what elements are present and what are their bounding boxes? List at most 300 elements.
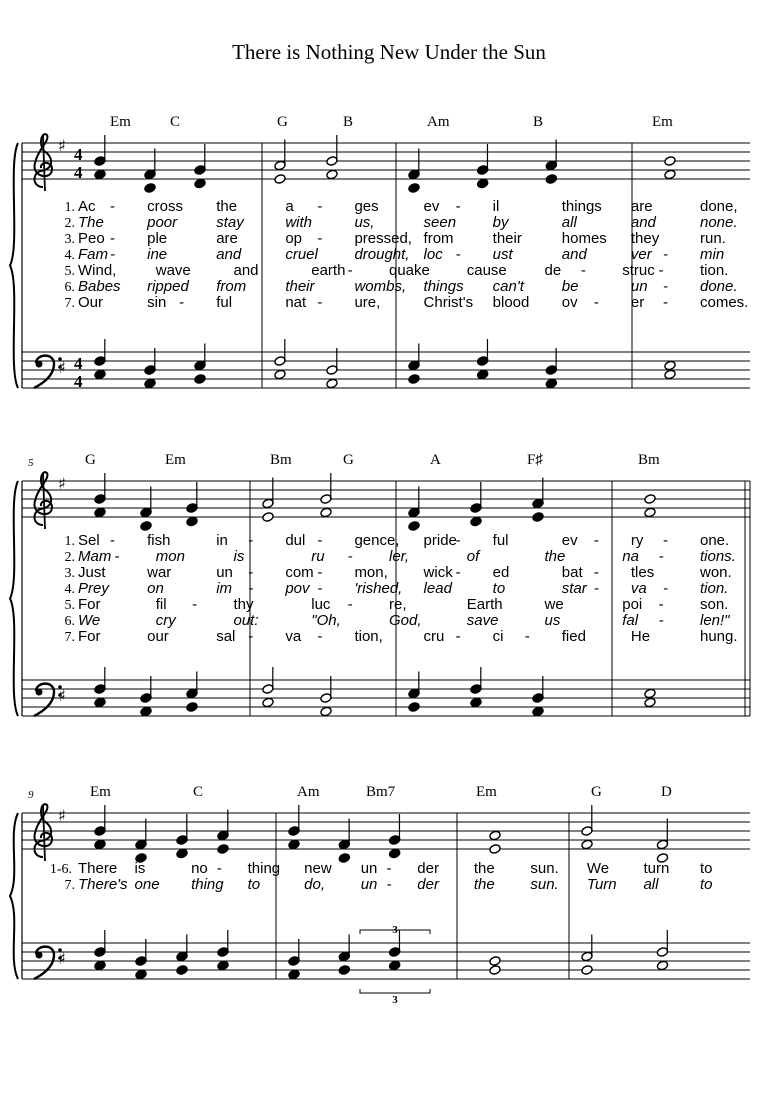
system-brace	[10, 143, 18, 388]
lyric-syllable: "Oh,	[311, 612, 341, 629]
note-head	[545, 378, 557, 389]
lyric-syllable: by	[492, 214, 509, 231]
lyric-syllable: ine	[147, 246, 168, 263]
lyric-syllable: all	[561, 214, 577, 231]
note-head	[288, 839, 300, 850]
lyric-hyphen: -	[658, 548, 664, 565]
lyric-syllable: war	[147, 564, 172, 581]
lyric-syllable: stay	[216, 214, 244, 231]
note-head	[194, 178, 206, 189]
note-head	[581, 965, 593, 976]
lyric-syllable: er	[630, 294, 645, 311]
lyric-syllable: wave	[155, 262, 191, 279]
lyric-syllable: Our	[78, 294, 104, 311]
lyric-hyphen: -	[662, 294, 668, 311]
lyric-hyphen: -	[317, 294, 323, 311]
note-head	[176, 965, 188, 976]
verse-number: 4.	[64, 248, 75, 263]
note-head	[186, 702, 198, 713]
lyric-syllable: won.	[700, 564, 732, 581]
chord-symbol: G	[85, 452, 96, 468]
lyric-syllable: fish	[147, 532, 171, 549]
lyric-syllable: is	[134, 860, 146, 877]
lyric-syllable: We	[586, 860, 610, 877]
chord-symbol: Bm	[638, 452, 660, 468]
measure-number: 9	[28, 789, 34, 801]
note-head	[94, 169, 106, 180]
lyric-hyphen: -	[455, 198, 461, 215]
triplet-bracket	[360, 989, 430, 993]
time-signature-top: 4	[74, 145, 83, 164]
verse-number: 1.	[64, 534, 75, 549]
lyric-syllable: none.	[700, 214, 738, 231]
lyric-syllable: be	[561, 278, 579, 295]
note-head	[186, 516, 198, 527]
note-head	[338, 965, 350, 976]
lyric-syllable: ple	[147, 230, 168, 247]
lyric-syllable: der	[417, 876, 439, 893]
chord-symbol: Em	[652, 114, 673, 130]
lyric-syllable: il	[492, 198, 500, 215]
note-head	[94, 839, 106, 850]
note-head	[320, 507, 332, 518]
lyric-syllable: fil	[155, 596, 167, 613]
note-head	[470, 516, 482, 527]
lyric-syllable: and	[216, 246, 242, 263]
lyric-syllable: are	[216, 230, 238, 247]
note-head	[489, 965, 501, 976]
note-head	[288, 969, 300, 980]
verse-number: 7.	[64, 296, 75, 311]
lyric-syllable: sal	[216, 628, 236, 645]
chord-symbol: F♯	[527, 452, 543, 468]
system-brace	[10, 481, 18, 716]
lyric-syllable: Babes	[78, 278, 121, 295]
lyric-syllable: can't	[492, 278, 524, 295]
lyric-hyphen: -	[662, 532, 668, 549]
lyric-syllable: ov	[561, 294, 578, 311]
lyric-syllable: sun.	[530, 860, 559, 877]
lyric-hyphen: -	[524, 628, 530, 645]
note-head	[144, 183, 156, 194]
chord-symbol: Em	[110, 114, 131, 130]
lyric-syllable: min	[700, 246, 725, 263]
lyric-syllable: sun.	[530, 876, 559, 893]
lyric-syllable: no	[191, 860, 208, 877]
verse-number: 4.	[64, 582, 75, 597]
lyric-syllable: ed	[492, 564, 510, 581]
lyric-syllable: and	[233, 262, 259, 279]
lyric-syllable: Fam	[78, 246, 108, 263]
lyric-syllable: un	[216, 564, 233, 581]
chord-symbol: C	[170, 114, 181, 130]
lyric-syllable: cry	[155, 612, 176, 629]
lyric-syllable: im	[216, 580, 233, 597]
note-head	[489, 844, 501, 855]
lyric-syllable: lead	[423, 580, 452, 597]
lyric-hyphen: -	[658, 596, 664, 613]
lyric-hyphen: -	[455, 246, 461, 263]
lyric-syllable: the	[473, 876, 495, 893]
lyric-syllable: de	[544, 262, 562, 279]
lyric-hyphen: -	[317, 198, 323, 215]
lyric-syllable: to	[700, 876, 713, 893]
chord-symbol: D	[661, 784, 672, 800]
time-signature-bottom: 4	[74, 372, 83, 391]
lyric-syllable: to	[247, 876, 261, 893]
note-head	[262, 512, 274, 523]
note-head	[545, 174, 557, 185]
verse-number: 5.	[64, 264, 75, 279]
lyric-syllable: va	[630, 580, 647, 597]
lyric-hyphen: -	[658, 612, 664, 629]
lyric-syllable: gence,	[354, 532, 400, 549]
key-signature-sharp-icon: ♯	[58, 136, 66, 155]
lyric-syllable: ci	[492, 628, 504, 645]
lyric-hyphen: -	[248, 580, 254, 597]
lyric-syllable: blood	[492, 294, 530, 311]
time-signature-top: 4	[74, 354, 83, 373]
lyric-syllable: thing	[247, 860, 281, 877]
lyric-hyphen: -	[580, 262, 586, 279]
lyric-syllable: Turn	[586, 876, 617, 893]
verse-number: 2.	[64, 550, 75, 565]
lyric-syllable: Prey	[78, 580, 109, 597]
lyric-hyphen: -	[593, 532, 599, 549]
lyric-hyphen: -	[593, 580, 599, 597]
bass-clef-dot	[36, 361, 43, 368]
lyric-syllable: God,	[389, 612, 422, 629]
lyric-syllable: tion.	[700, 580, 729, 597]
verse-number: 1.	[64, 200, 75, 215]
lyric-syllable: luc	[311, 596, 331, 613]
note-head	[388, 960, 400, 971]
note-head	[476, 369, 488, 380]
chord-symbol: A	[430, 452, 441, 468]
lyric-hyphen: -	[248, 564, 254, 581]
note-head	[644, 688, 656, 699]
lyric-syllable: they	[630, 230, 660, 247]
lyric-syllable: new	[304, 860, 332, 877]
chord-symbol: Am	[297, 784, 320, 800]
lyric-hyphen: -	[110, 198, 116, 215]
chord-symbol: G	[343, 452, 354, 468]
lyric-hyphen: -	[455, 564, 461, 581]
lyric-hyphen: -	[593, 564, 599, 581]
lyric-syllable: thing	[191, 876, 224, 893]
lyric-syllable: do,	[304, 876, 326, 893]
lyric-syllable: Christ's	[423, 294, 474, 311]
lyric-syllable: tles	[630, 564, 655, 581]
lyric-syllable: to	[492, 580, 506, 597]
lyric-syllable: un	[360, 860, 378, 877]
note-head	[532, 706, 544, 717]
verse-number: 2.	[64, 216, 75, 231]
lyric-syllable: seen	[423, 214, 457, 231]
lyric-syllable: cru	[423, 628, 445, 645]
verse-number: 7.	[64, 630, 75, 645]
lyric-syllable: hung.	[700, 628, 738, 645]
verse-number: 6.	[64, 614, 75, 629]
lyric-syllable: poi	[622, 596, 643, 613]
lyric-syllable: all	[643, 876, 659, 893]
lyric-syllable: ful	[492, 532, 509, 549]
note-head	[176, 848, 188, 859]
key-signature-sharp-icon: ♯	[58, 949, 66, 968]
lyric-syllable: mon	[155, 548, 185, 565]
chord-symbol: G	[591, 784, 602, 800]
lyric-hyphen: -	[347, 596, 353, 613]
note-head	[388, 848, 400, 859]
lyric-syllable: us,	[354, 214, 375, 231]
lyric-syllable: ure,	[354, 294, 381, 311]
note-head	[664, 369, 676, 380]
lyric-hyphen: -	[114, 548, 120, 565]
lyric-syllable: sin	[147, 294, 167, 311]
lyric-syllable: on	[147, 580, 164, 597]
lyric-syllable: pressed,	[354, 230, 412, 247]
bass-clef-dot	[36, 689, 43, 696]
lyric-syllable: save	[466, 612, 499, 629]
lyric-hyphen: -	[110, 246, 116, 263]
note-head	[408, 521, 420, 532]
lyric-syllable: quake	[389, 262, 430, 279]
lyric-syllable: The	[78, 214, 104, 231]
note-head	[476, 178, 488, 189]
lyric-syllable: we	[544, 596, 564, 613]
lyric-syllable: and	[561, 246, 587, 263]
chord-symbol: Em	[90, 784, 111, 800]
note-head	[94, 369, 106, 380]
lyric-hyphen: -	[248, 628, 254, 645]
lyric-syllable: There's	[78, 876, 128, 893]
lyric-hyphen: -	[662, 246, 668, 263]
lyric-syllable: cause	[466, 262, 507, 279]
measure-number: 5	[28, 457, 34, 469]
chord-symbol: Em	[476, 784, 497, 800]
lyric-syllable: loc	[423, 246, 443, 263]
chord-symbol: C	[193, 784, 204, 800]
lyric-syllable: one.	[700, 532, 730, 549]
lyric-syllable: their	[492, 230, 522, 247]
lyric-hyphen: -	[317, 532, 323, 549]
chord-symbol: Am	[427, 114, 450, 130]
lyric-syllable: ev	[561, 532, 578, 549]
lyric-syllable: drought,	[354, 246, 410, 263]
note-head	[94, 697, 106, 708]
bass-clef-icon	[34, 947, 54, 979]
note-head	[489, 830, 501, 841]
lyric-syllable: things	[561, 198, 602, 215]
lyric-syllable: son.	[700, 596, 729, 613]
lyric-syllable: Just	[78, 564, 106, 581]
lyric-syllable: op	[285, 230, 303, 247]
lyric-syllable: run.	[700, 230, 726, 247]
chord-symbol: Bm	[270, 452, 292, 468]
note-head	[581, 839, 593, 850]
note-head	[664, 169, 676, 180]
lyric-syllable: dul	[285, 532, 306, 549]
lyric-syllable: He	[630, 628, 651, 645]
note-head	[326, 169, 338, 180]
triplet-number: 3	[392, 994, 398, 1006]
lyric-syllable: For	[78, 628, 101, 645]
lyric-syllable: bat	[561, 564, 583, 581]
lyric-syllable: Mam	[78, 548, 112, 565]
lyric-syllable: turn	[643, 860, 670, 877]
lyric-hyphen: -	[386, 860, 392, 877]
lyric-syllable: with	[285, 214, 313, 231]
lyric-syllable: Ac	[78, 198, 96, 215]
lyric-syllable: poor	[147, 214, 178, 231]
lyric-syllable: to	[700, 860, 713, 877]
chord-symbol: B	[533, 114, 544, 130]
note-head	[644, 697, 656, 708]
lyric-syllable: tions.	[700, 548, 736, 565]
note-head	[94, 507, 106, 518]
note-head	[217, 844, 229, 855]
lyric-syllable: un	[630, 278, 648, 295]
lyric-syllable: fied	[561, 628, 586, 645]
verse-number: 3.	[64, 232, 75, 247]
lyric-hyphen: -	[216, 860, 222, 877]
lyric-syllable: ges	[354, 198, 379, 215]
time-signature-bottom: 4	[74, 163, 83, 182]
lyric-syllable: len!"	[700, 612, 730, 629]
lyric-hyphen: -	[110, 532, 116, 549]
key-signature-sharp-icon: ♯	[58, 686, 66, 705]
note-head	[532, 512, 544, 523]
lyric-syllable: homes	[561, 230, 607, 247]
lyric-syllable: For	[78, 596, 101, 613]
verse-number: 5.	[64, 598, 75, 613]
lyric-syllable: com	[285, 564, 314, 581]
lyric-syllable: ru	[311, 548, 325, 565]
lyric-syllable: things	[423, 278, 464, 295]
lyric-hyphen: -	[248, 532, 254, 549]
lyric-hyphen: -	[662, 580, 668, 597]
verse-number: 7.	[64, 878, 75, 893]
lyric-syllable: star	[561, 580, 587, 597]
lyric-syllable: from	[423, 230, 454, 247]
note-head	[140, 521, 152, 532]
note-head	[664, 360, 676, 371]
lyric-syllable: ripped	[147, 278, 189, 295]
bass-clef-icon	[34, 356, 54, 388]
lyric-syllable: is	[233, 548, 245, 565]
lyric-syllable: na	[622, 548, 639, 565]
note-head	[408, 374, 420, 385]
key-signature-sharp-icon: ♯	[58, 474, 66, 493]
lyric-syllable: the	[544, 548, 566, 565]
chord-symbol: Em	[165, 452, 186, 468]
lyric-syllable: We	[78, 612, 101, 629]
lyric-syllable: and	[630, 214, 656, 231]
lyric-syllable: in	[216, 532, 228, 549]
chord-symbol: Bm7	[366, 784, 396, 800]
lyric-syllable: earth	[311, 262, 346, 279]
lyric-syllable: of	[466, 548, 480, 565]
lyric-hyphen: -	[317, 580, 323, 597]
lyric-hyphen: -	[347, 548, 353, 565]
lyric-syllable: out:	[233, 612, 259, 629]
triplet-number: 3	[392, 924, 398, 936]
note-head	[470, 697, 482, 708]
note-head	[144, 378, 156, 389]
lyric-syllable: the	[473, 860, 495, 877]
lyric-hyphen: -	[110, 230, 116, 247]
lyric-syllable: va	[285, 628, 302, 645]
verse-number: 1-6.	[49, 862, 72, 877]
lyric-syllable: ler,	[389, 548, 410, 565]
key-signature-sharp-icon: ♯	[58, 358, 66, 377]
lyric-syllable: nat	[285, 294, 307, 311]
note-head	[194, 374, 206, 385]
note-head	[664, 156, 676, 167]
note-head	[217, 960, 229, 971]
note-head	[408, 183, 420, 194]
note-head	[326, 378, 338, 389]
note-head	[94, 960, 106, 971]
lyric-syllable: the	[216, 198, 238, 215]
lyric-syllable: mon,	[354, 564, 388, 581]
note-head	[489, 956, 501, 967]
lyric-hyphen: -	[662, 278, 668, 295]
lyric-syllable: thy	[233, 596, 254, 613]
lyric-syllable: Peo	[78, 230, 105, 247]
lyric-syllable: one	[134, 876, 160, 893]
lyric-hyphen: -	[347, 262, 353, 279]
lyric-syllable: cross	[147, 198, 183, 215]
lyric-syllable: un	[360, 876, 378, 893]
bass-clef-dot	[36, 952, 43, 959]
note-head	[338, 853, 350, 864]
note-head	[408, 702, 420, 713]
lyric-syllable: pov	[285, 580, 310, 597]
lyric-syllable: tion,	[354, 628, 383, 645]
lyric-hyphen: -	[386, 876, 392, 893]
lyric-syllable: wick	[423, 564, 453, 581]
lyric-hyphen: -	[658, 262, 664, 279]
note-head	[644, 507, 656, 518]
lyric-syllable: re,	[389, 596, 407, 613]
lyric-syllable: a	[285, 198, 294, 215]
note-head	[320, 706, 332, 717]
lyric-hyphen: -	[317, 628, 323, 645]
note-head	[135, 969, 147, 980]
lyric-syllable: their	[285, 278, 315, 295]
lyric-syllable: There	[78, 860, 118, 877]
lyric-syllable: done.	[700, 278, 738, 295]
lyric-syllable: Earth	[466, 596, 503, 613]
lyric-syllable: Sel	[78, 532, 100, 549]
lyric-syllable: wombs,	[354, 278, 407, 295]
lyric-syllable: us	[544, 612, 561, 629]
lyric-syllable: cruel	[285, 246, 318, 263]
lyric-syllable: comes.	[700, 294, 749, 311]
lyric-syllable: done,	[700, 198, 738, 215]
note-head	[274, 369, 286, 380]
bass-clef-icon	[34, 684, 54, 716]
lyric-syllable: 'rished,	[354, 580, 403, 597]
system-brace	[10, 813, 18, 979]
lyric-syllable: our	[147, 628, 169, 645]
lyric-hyphen: -	[317, 230, 323, 247]
key-signature-sharp-icon: ♯	[58, 806, 66, 825]
lyric-syllable: ful	[216, 294, 233, 311]
note-head	[140, 706, 152, 717]
system-3	[10, 804, 750, 993]
